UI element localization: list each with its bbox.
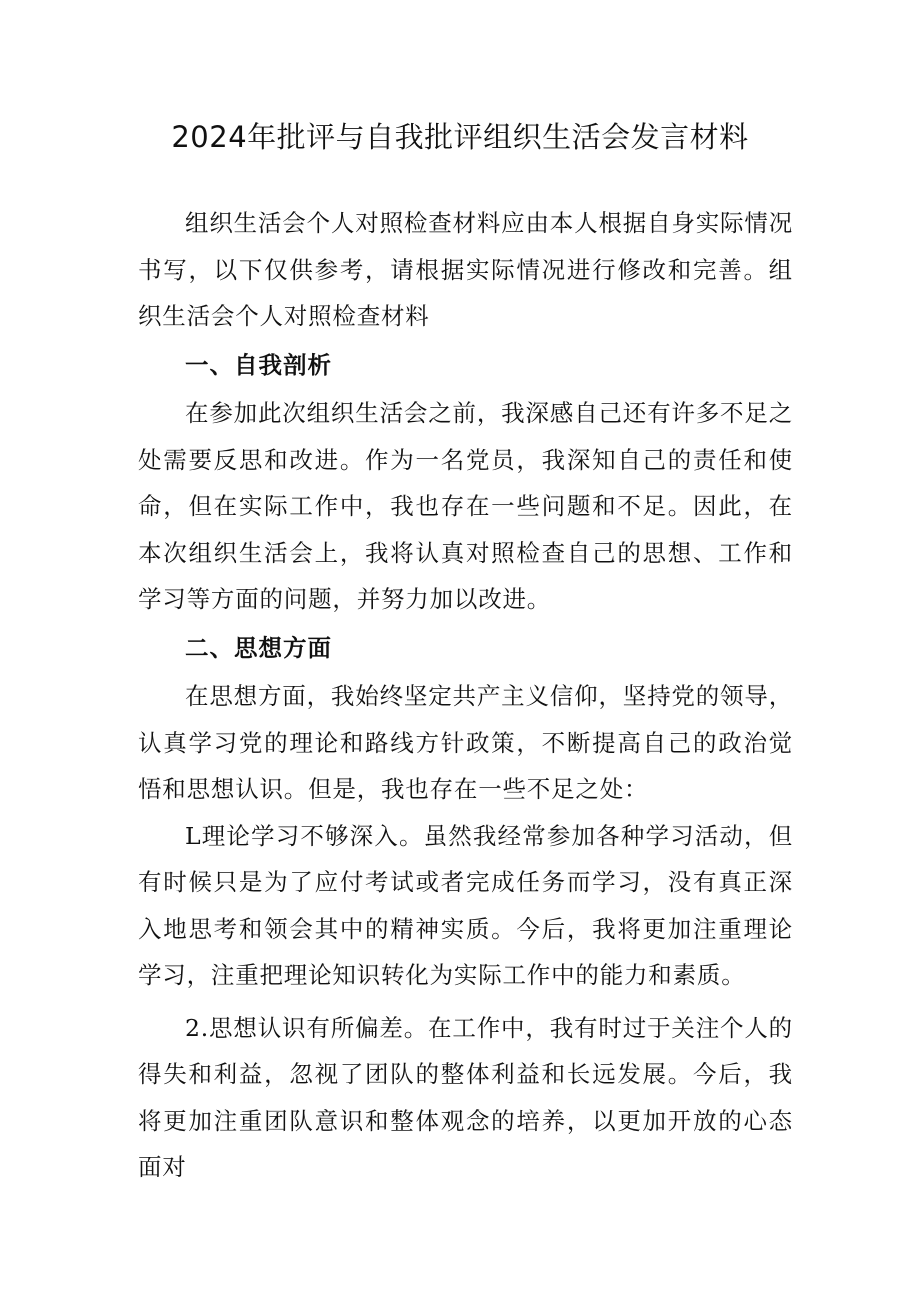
section-heading-self-analysis: 一、自我剖析 bbox=[185, 350, 332, 379]
section-heading-thought: 二、思想方面 bbox=[185, 633, 332, 662]
document-body bbox=[138, 200, 793, 1191]
self-analysis-paragraph: 在参加此次组织生活会之前，我深感自己还有许多不足之处需要反思和改进。作为一名党员，我深知自己的责任和使命，但在实际工作中，我也存在一些问题和不足。因此，在本次组织生活会上，我将认真对照检查自己的思想、工作和学习等方面的问题，并努力加以改进。 bbox=[138, 399, 793, 613]
thought-paragraph: 在思想方面，我始终坚定共产主义信仰，坚持党的领导，认真学习党的理论和路线方针政策，不断提高自己的政治觉悟和思想认识。但是，我也存在一些不足之处： bbox=[138, 682, 793, 803]
thought-item-2: 2.思想认识有所偏差。在工作中，我有时过于关注个人的得失和利益，忽视了团队的整体利益和长远发展。今后，我将更加注重团队意识和整体观念的培养，以更加开放的心态面对 bbox=[138, 1013, 793, 1181]
document-title: 2024年批评与自我批评组织生活会发言材料 bbox=[171, 120, 749, 154]
intro-paragraph: 组织生活会个人对照检查材料应由本人根据自身实际情况书写，以下仅供参考，请根据实际情况进行修改和完善。组织生活会个人对照检查材料 bbox=[138, 209, 793, 330]
thought-item-1: L理论学习不够深入。虽然我经常参加各种学习活动，但有时候只是为了应付考试或者完成任务而学习，没有真正深入地思考和领会其中的精神实质。今后，我将更加注重理论学习，注重把理论知识转化为实际工作中的能力和素质。 bbox=[138, 821, 793, 989]
